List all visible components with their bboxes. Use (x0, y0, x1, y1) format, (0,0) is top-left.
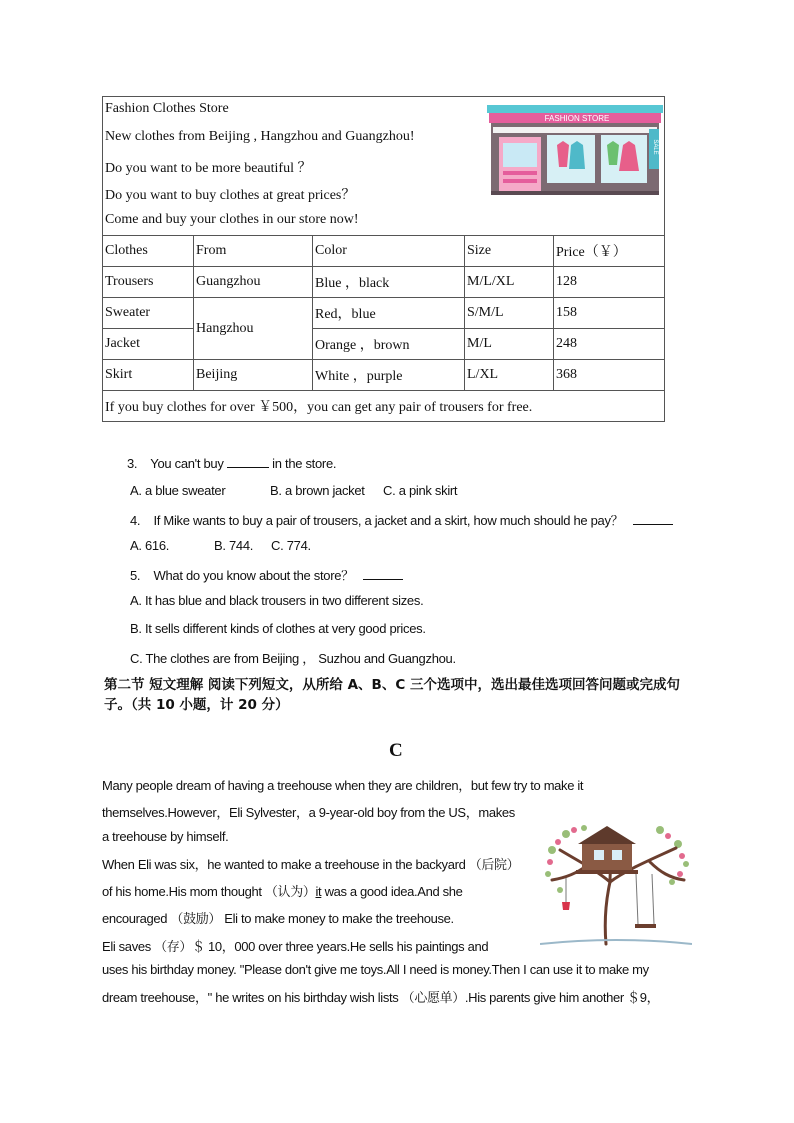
cell-color: Blue ，black (313, 267, 465, 298)
ad-title: Fashion Clothes Store (105, 101, 229, 116)
cell-size: M/L/XL (465, 267, 554, 298)
question-number: 5. (130, 568, 141, 583)
ad-footer: If you buy clothes for over ￥500，you can get any pair of trousers for free. (103, 391, 665, 422)
ad-line: Do you want to buy clothes at great prices？ (105, 188, 356, 203)
passage-line: themselves.However，Eli Sylvester，a 9-year-old boy from the US，makes (102, 805, 515, 820)
cell-size: M/L (465, 329, 554, 360)
cell-color: White ，purple (313, 360, 465, 391)
cell-price: 128 (554, 267, 665, 298)
option-a: A. a blue sweater (130, 483, 226, 498)
cell-color: Orange ，brown (313, 329, 465, 360)
cell-clothes: Jacket (103, 329, 194, 360)
cell-clothes: Trousers (103, 267, 194, 298)
answer-blank[interactable] (227, 455, 269, 468)
question-5 (130, 565, 403, 584)
ad-line: Come and buy your clothes in our store now! (105, 212, 359, 227)
option-b: B. 744. (214, 538, 254, 553)
passage-line: Eli saves （存）＄ 10，000 over three years.He sells his paintings and (102, 939, 489, 954)
header-from: From (194, 236, 313, 267)
option-c: C. 774. (271, 538, 311, 553)
option-a: A. 616. (130, 538, 170, 553)
ad-line: Do you want to be more beautiful ？ (105, 161, 312, 176)
cell-price: 368 (554, 360, 665, 391)
passage-line: a treehouse by himself. (102, 829, 229, 844)
header-clothes: Clothes (103, 236, 194, 267)
table-row (103, 329, 665, 360)
cell-price: 158 (554, 298, 665, 329)
ad-intro-cell (103, 97, 665, 236)
ad-footer-row (103, 391, 665, 422)
option-c: C. a pink skirt (383, 483, 458, 498)
question-text: You can't buy (150, 456, 224, 471)
cell-color: Red，blue (313, 298, 465, 329)
passage-line: Many people dream of having a treehouse when they are children，but few try to make it (102, 778, 584, 793)
sale-sign-text: SALE (652, 139, 658, 155)
cell-size: L/XL (465, 360, 554, 391)
question-text: in the store. (272, 456, 337, 471)
fashion-store-illustration (485, 101, 663, 201)
passage-letter: C (389, 740, 403, 761)
table-row (103, 267, 665, 298)
option-c: C. The clothes are from Beijing ， Suzhou and Guangzhou. (130, 651, 456, 666)
cell-clothes: Skirt (103, 360, 194, 391)
cell-from: Guangzhou (194, 267, 313, 298)
passage-line: encouraged （鼓励） Eli to make money to make the treehouse. (102, 911, 454, 926)
cell-from: Beijing (194, 360, 313, 391)
underlined-word: it (315, 884, 322, 899)
answer-blank[interactable] (633, 512, 673, 525)
passage-line: When Eli was six，he wanted to make a treehouse in the backyard （后院） (102, 857, 520, 872)
store-sign-text: FASHION STORE (544, 114, 610, 123)
cell-price: 248 (554, 329, 665, 360)
passage-text: of his home.His mom thought （认为） (102, 884, 316, 899)
table-row (103, 360, 665, 391)
answer-blank[interactable] (363, 567, 403, 580)
passage-line: uses his birthday money. "Please don't give me toys.All I need is money.Then I can use it to make my (102, 962, 649, 977)
treehouse-illustration (540, 820, 692, 948)
question-text: If Mike wants to buy a pair of trousers, a jacket and a skirt, how much should he pay？ (153, 513, 624, 528)
option-a: A. It has blue and black trousers in two different sizes. (130, 593, 424, 608)
cell-size: S/M/L (465, 298, 554, 329)
option-b: B. It sells different kinds of clothes at very good prices. (130, 621, 426, 636)
passage-text: was a good idea.And she (321, 884, 463, 899)
cell-clothes: Sweater (103, 298, 194, 329)
ad-table-header-row (103, 236, 665, 267)
cell-from: Hangzhou (194, 298, 313, 360)
header-size: Size (465, 236, 554, 267)
question-text: What do you know about the store？ (153, 568, 354, 583)
question-3 (127, 455, 336, 471)
question-number: 3. (127, 456, 138, 471)
question-4 (130, 510, 673, 529)
option-b: B. a brown jacket (270, 483, 365, 498)
store-advertisement (102, 96, 665, 423)
table-row (103, 298, 665, 329)
section-title: 第二节 短文理解 阅读下列短文，从所给 A、B、C 三个选项中，选出最佳选项回答问题或完成句子。（共 10 小题，计 20 分） (104, 677, 680, 713)
ad-line: New clothes from Beijing , Hangzhou and Guangzhou! (105, 129, 415, 144)
header-color: Color (313, 236, 465, 267)
header-price: Price（￥） (554, 236, 665, 267)
passage-line: dream treehouse，" he writes on his birthday wish lists （心愿单）.His parents give him another ＄9， (102, 990, 660, 1005)
passage-line (102, 881, 463, 900)
ad-table (102, 96, 665, 422)
question-number: 4. (130, 513, 141, 528)
